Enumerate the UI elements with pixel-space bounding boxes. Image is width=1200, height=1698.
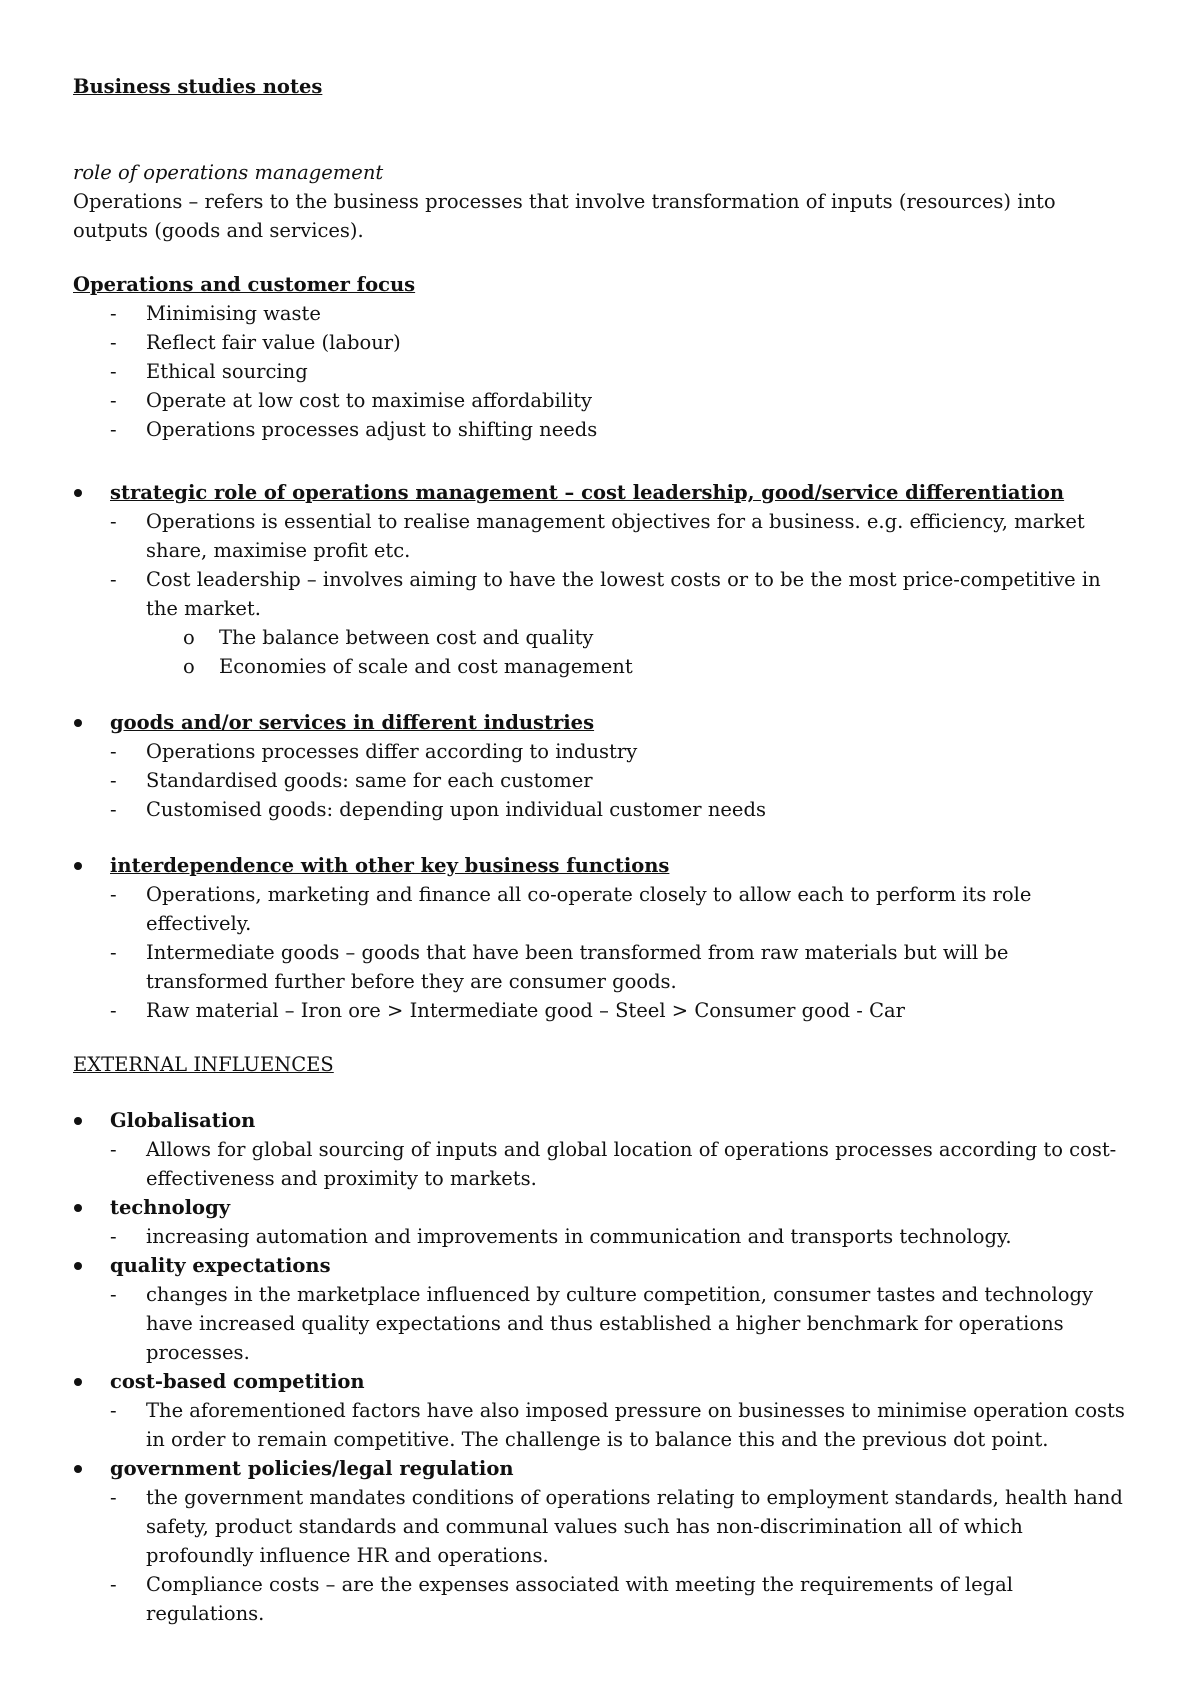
section-subtitle: role of operations management <box>73 161 384 184</box>
sub-list-item: o Economies of scale and cost management <box>73 652 1133 681</box>
government-list <box>73 1483 1133 1628</box>
list-item: - Intermediate goods – goods that have been transformed from raw materials but will be transformed further before they are consumer goods. <box>73 938 1133 996</box>
document-title: Business studies notes <box>73 75 323 98</box>
government-label: government policies/legal regulation <box>73 1454 1133 1483</box>
strategic-heading: strategic role of operations management – cost leadership, good/service differentiation <box>73 478 1133 507</box>
list-item: - Raw material – Iron ore > Intermediate good – Steel > Consumer good - Car <box>73 996 1133 1025</box>
interdependence-list <box>73 880 1133 1025</box>
customer-focus-heading: Operations and customer focus <box>73 273 416 296</box>
document-page <box>73 72 1133 1628</box>
globalisation-label: Globalisation <box>73 1106 1133 1135</box>
list-item: - increasing automation and improvements in communication and transports technology. <box>73 1222 1133 1251</box>
list-item: - Reflect fair value (labour) <box>73 328 1133 357</box>
list-item: - Minimising waste <box>73 299 1133 328</box>
list-item: - Allows for global sourcing of inputs and global location of operations processes according to cost-effectiveness and proximity to markets. <box>73 1135 1133 1193</box>
globalisation-list <box>73 1135 1133 1193</box>
industries-list <box>73 737 1133 824</box>
technology-label: technology <box>73 1193 1133 1222</box>
strategic-list <box>73 507 1133 623</box>
list-item: - Cost leadership – involves aiming to have the lowest costs or to be the most price-competitive in the market. <box>73 565 1133 623</box>
technology-list <box>73 1222 1133 1251</box>
cost-competition-list <box>73 1396 1133 1454</box>
list-item: - Compliance costs – are the expenses associated with meeting the requirements of legal regulations. <box>73 1570 1133 1628</box>
list-item: - Customised goods: depending upon individual customer needs <box>73 795 1133 824</box>
list-item: - Operations processes adjust to shifting needs <box>73 415 1133 444</box>
quality-list <box>73 1280 1133 1367</box>
list-item: - changes in the marketplace influenced by culture competition, consumer tastes and technology have increased quality expectations and thus established a higher benchmark for operations processes. <box>73 1280 1133 1367</box>
list-item: - Operate at low cost to maximise affordability <box>73 386 1133 415</box>
strategic-sublist <box>73 623 1133 681</box>
industries-heading: goods and/or services in different industries <box>73 708 1133 737</box>
list-item: - Operations is essential to realise management objectives for a business. e.g. efficiency, market share, maximise profit etc. <box>73 507 1133 565</box>
external-influences-heading: EXTERNAL INFLUENCES <box>73 1053 334 1076</box>
operations-definition: Operations – refers to the business processes that involve transformation of inputs (resources) into outputs (goods and services). <box>73 190 1056 242</box>
list-item: - Operations processes differ according to industry <box>73 737 1133 766</box>
customer-focus-list <box>73 299 1133 444</box>
list-item: - Operations, marketing and finance all co-operate closely to allow each to perform its role effectively. <box>73 880 1133 938</box>
list-item: - the government mandates conditions of operations relating to employment standards, health hand safety, product standards and communal values such has non-discrimination all of which profoundly influence HR and operations. <box>73 1483 1133 1570</box>
list-item: - Ethical sourcing <box>73 357 1133 386</box>
quality-label: quality expectations <box>73 1251 1133 1280</box>
cost-competition-label: cost-based competition <box>73 1367 1133 1396</box>
list-item: - The aforementioned factors have also imposed pressure on businesses to minimise operation costs in order to remain competitive. The challenge is to balance this and the previous dot point. <box>73 1396 1133 1454</box>
list-item: - Standardised goods: same for each customer <box>73 766 1133 795</box>
sub-list-item: o The balance between cost and quality <box>73 623 1133 652</box>
interdependence-heading: interdependence with other key business functions <box>73 851 1133 880</box>
